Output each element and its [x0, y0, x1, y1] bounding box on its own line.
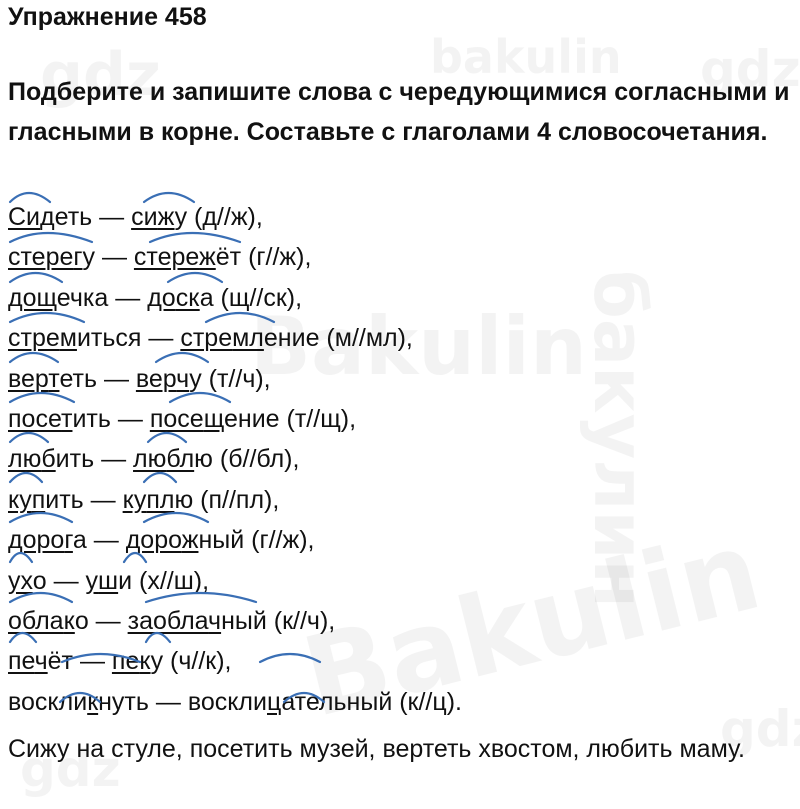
alternation: (к//ц).	[392, 687, 462, 716]
root-a: лю	[8, 445, 42, 474]
alternation: (ч//к),	[163, 647, 232, 676]
answer-line	[8, 520, 462, 560]
alt-a: г	[64, 526, 73, 555]
alt-a: д	[40, 203, 55, 231]
alt-b: ж	[157, 203, 175, 231]
phrases-text: Сижу на стуле, посетить музей, вертеть хвостом, любить маму.	[8, 735, 745, 763]
dash: —	[110, 405, 150, 434]
ending-a: о	[74, 607, 89, 636]
ending-a: у	[82, 243, 96, 272]
dash: —	[73, 647, 112, 676]
root-b: стере	[133, 243, 200, 272]
root-b: у	[85, 566, 99, 595]
alternation: (т//щ),	[279, 405, 357, 434]
watermark	[578, 270, 660, 608]
root-a: ку	[8, 485, 32, 514]
root-a: стре	[8, 324, 60, 353]
dash: —	[88, 607, 128, 636]
root-b: пе	[111, 647, 140, 676]
exercise-heading: Упражнение 458	[8, 3, 207, 31]
alt-a: б	[41, 445, 56, 474]
ending-a: еть	[59, 364, 97, 393]
ending-a: а	[72, 526, 87, 555]
root-a: обла	[8, 607, 64, 636]
ending-a: о	[32, 566, 47, 595]
alternation: (к//ч),	[266, 607, 336, 636]
dash: —	[46, 566, 86, 595]
task-text: Подберите и запишите слова с чередующимися согласными и гласными в корне. Составьте с глаголами 4 словосочетания.	[8, 78, 790, 146]
alt-b: щ	[203, 405, 224, 434]
root-a: вер	[8, 364, 49, 393]
dash: —	[92, 203, 132, 231]
ending-a: еть	[54, 203, 93, 231]
ending-b: у	[174, 203, 188, 231]
answer-line	[8, 359, 462, 399]
alt-b: мл	[232, 324, 264, 353]
ending-b: и	[118, 566, 133, 595]
alternation: (г//ж),	[241, 243, 312, 272]
root-b: до	[147, 283, 176, 312]
ending-b: ение	[263, 324, 320, 353]
alt-b: ч	[176, 364, 190, 393]
dash: —	[94, 445, 134, 474]
alternation: (м//мл),	[319, 324, 413, 353]
ending-b: ю	[174, 485, 194, 514]
alternation: (б//бл),	[212, 445, 300, 474]
ending-a: нуть	[98, 687, 149, 716]
root-b: доро	[125, 526, 182, 555]
root-a: стере	[8, 243, 74, 272]
root-b: ку	[122, 485, 147, 514]
alt-b: ск	[175, 283, 200, 312]
dash: —	[86, 526, 126, 555]
ending-b: а	[199, 283, 214, 312]
ending-a: ечка	[56, 283, 109, 312]
dash: —	[97, 364, 136, 393]
answer-list	[8, 197, 462, 722]
alt-a: т	[48, 364, 60, 393]
ending-a: ить	[72, 405, 111, 434]
alt-a: м	[59, 324, 77, 353]
root-a: до	[8, 283, 37, 312]
alt-a: п	[31, 485, 46, 514]
answer-line	[8, 399, 462, 439]
root-b: вер	[135, 364, 177, 393]
alt-a: г	[73, 243, 83, 272]
alt-b: к	[139, 647, 151, 676]
alternation: (г//ж),	[244, 526, 315, 555]
ending-a: иться	[76, 324, 142, 353]
alt-a: т	[61, 405, 73, 434]
dash: —	[141, 324, 181, 353]
root-b: заобла	[127, 607, 209, 636]
root-b: стре	[180, 324, 233, 353]
dash: —	[83, 485, 123, 514]
dash: —	[95, 243, 134, 272]
ending-b: у	[189, 364, 202, 393]
ending-b: ный	[198, 526, 245, 555]
answer-line	[8, 439, 462, 479]
alt-a: к	[87, 687, 99, 716]
dash: —	[148, 687, 188, 716]
alt-b: ц	[267, 687, 282, 716]
ending-b: ный	[221, 607, 267, 636]
alternation: (д//ж),	[187, 203, 263, 231]
alt-a: х	[20, 566, 33, 595]
answer-line	[8, 278, 462, 318]
alt-b: ш	[98, 566, 119, 595]
root-b: си	[131, 203, 158, 231]
root-b: лю	[133, 445, 167, 474]
answer-line	[8, 682, 462, 722]
alt-a: к	[63, 607, 75, 636]
alt-b: ж	[181, 526, 199, 555]
answer-line	[8, 601, 462, 641]
ending-a: ить	[55, 445, 95, 474]
answer-line	[8, 561, 462, 601]
answer-line	[8, 318, 462, 358]
alternation: (х//ш),	[132, 566, 210, 595]
dash: —	[108, 283, 148, 312]
root-a: доро	[8, 526, 65, 555]
ending-b: у	[150, 647, 164, 676]
alt-a: ч	[34, 647, 48, 676]
ending-b: ательный	[281, 687, 393, 716]
root-a: Си	[8, 203, 41, 231]
answer-line	[8, 641, 462, 681]
ending-b: ёт	[215, 243, 242, 272]
root-a: у	[8, 566, 21, 595]
alt-b: бл	[166, 445, 195, 474]
root-b: посе	[149, 405, 204, 434]
root-a: пе	[8, 647, 35, 676]
alternation: (т//ч),	[201, 364, 271, 393]
alt-a: щ	[36, 283, 57, 312]
answer-line	[8, 480, 462, 520]
ending-b: ение	[223, 405, 280, 434]
root-a: посе	[8, 405, 62, 434]
answer-line	[8, 237, 462, 277]
root-a: воскли	[8, 687, 88, 716]
alternation: (щ//ск),	[213, 283, 303, 312]
alt-b: ж	[199, 243, 216, 272]
ending-a: ить	[45, 485, 84, 514]
ending-b: ю	[194, 445, 213, 474]
root-b: воскли	[187, 687, 267, 716]
alt-b: ч	[208, 607, 222, 636]
alt-b: пл	[146, 485, 175, 514]
alternation: (п//пл),	[193, 485, 280, 514]
ending-a: ёт	[47, 647, 74, 676]
answer-line	[8, 197, 462, 237]
